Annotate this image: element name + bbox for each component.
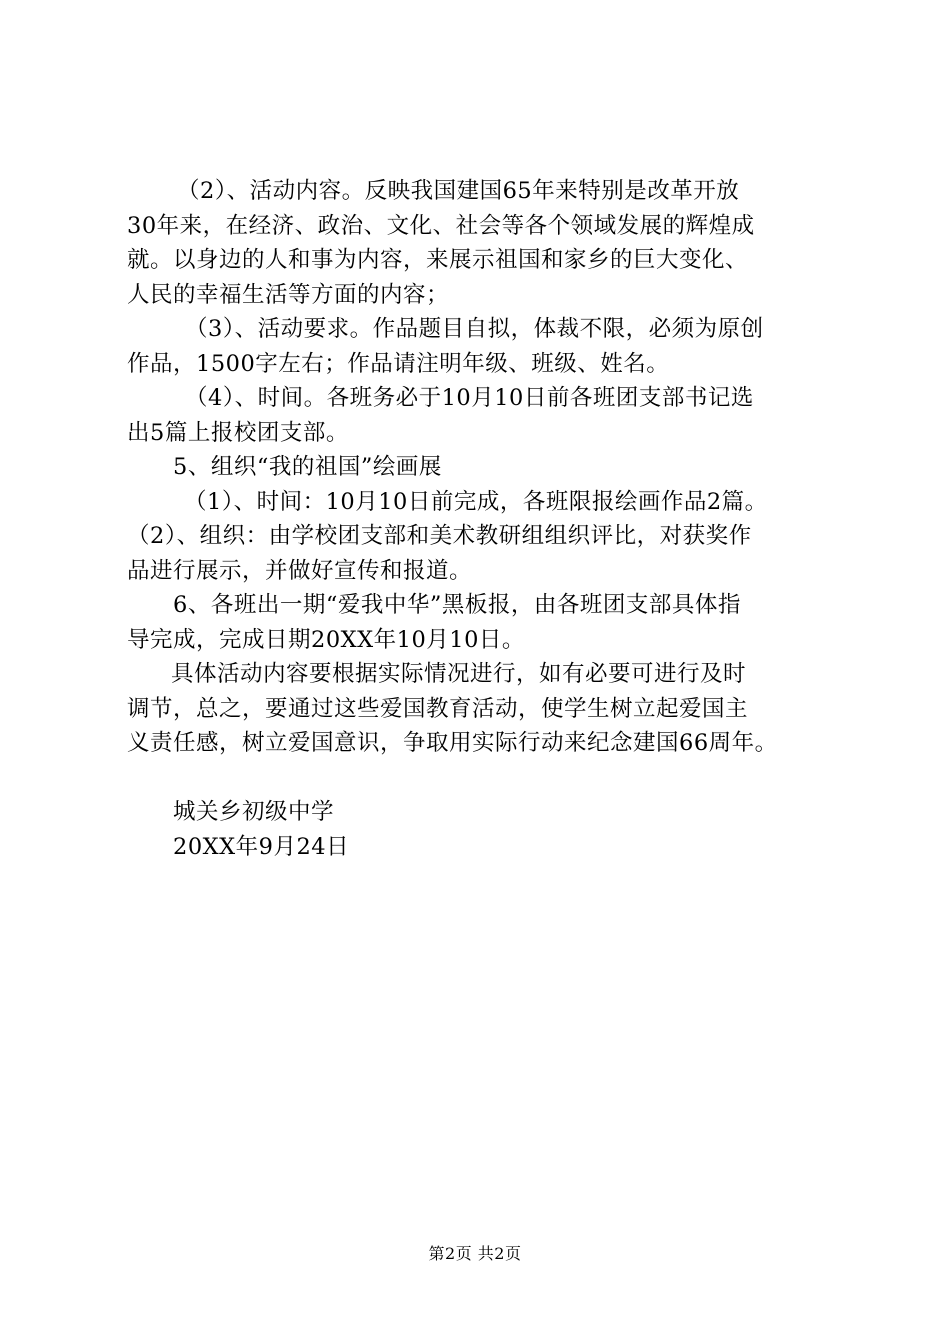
section-heading: 5、组织“我的祖国”绘画展 — [173, 454, 442, 480]
spacer — [127, 761, 843, 796]
paragraph-line: 6、各班出一期“爱我中华”黑板报，由各班团支部具体指 — [173, 592, 741, 618]
document-body — [127, 174, 843, 864]
signature-date: 20XX年9月24日 — [173, 833, 350, 860]
signature-organization: 城关乡初级中学 — [173, 799, 335, 825]
paragraph-line: （2）、活动内容。反映我国建国65年来特别是改革开放 — [177, 178, 740, 204]
paragraph-line: 义责任感，树立爱国意识，争取用实际行动来纪念建国66周年。 — [127, 730, 778, 756]
page-number: 第2页 共2页 — [428, 1244, 522, 1263]
paragraph-line: 就。以身边的人和事为内容，来展示祖国和家乡的巨大变化、 — [127, 247, 749, 273]
paragraph-line: 30年来，在经济、政治、文化、社会等各个领域发展的辉煌成 — [127, 212, 755, 239]
paragraph-line: （4）、时间。各班务必于10月10日前各班团支部书记选 — [185, 385, 754, 411]
paragraph-line: （2）、组织：由学校团支部和美术教研组组织评比，对获奖作 — [127, 523, 752, 549]
page-footer — [0, 1244, 950, 1264]
paragraph-line: 作品，1500字左右；作品请注明年级、班级、姓名。 — [127, 350, 670, 377]
paragraph-line: 出5篇上报校团支部。 — [127, 419, 349, 446]
paragraph-line: 调节，总之，要通过这些爱国教育活动，使学生树立起爱国主 — [127, 695, 749, 722]
paragraph-line: 导完成，完成日期20XX年10月10日。 — [127, 626, 525, 653]
paragraph-line: 人民的幸福生活等方面的内容； — [127, 281, 450, 308]
paragraph-line: 具体活动内容要根据实际情况进行，如有必要可进行及时 — [171, 661, 747, 687]
paragraph-line: （3）、活动要求。作品题目自拟，体裁不限，必须为原创 — [185, 316, 764, 342]
paragraph-line: （1）、时间：10月10日前完成，各班限报绘画作品2篇。 — [184, 488, 768, 515]
paragraph-line: 品进行展示，并做好宣传和报道。 — [127, 557, 473, 584]
